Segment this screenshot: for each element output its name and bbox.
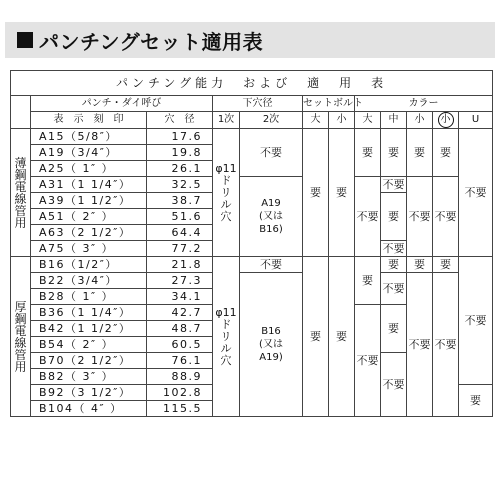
header-color: カラー: [355, 96, 493, 112]
color-medium-thick-4: 不要: [381, 353, 407, 417]
header-color-medium: 中: [381, 112, 407, 129]
table-row-hole: 19.8: [147, 145, 213, 161]
table-row-code: B70（2 1/2″）: [31, 353, 147, 369]
table-row-code: A39（1 1/2″）: [31, 193, 147, 209]
second-fuyo-thick: 不要: [240, 257, 303, 273]
table-row-hole: 27.3: [147, 273, 213, 289]
color-circled-thin-1: 要: [433, 129, 459, 177]
table-row-hole: 17.6: [147, 129, 213, 145]
table-row-code: A25（ 1″ ）: [31, 161, 147, 177]
color-medium-thin-4: 不要: [382, 241, 405, 255]
header-display: 表 示 刻 印: [31, 112, 147, 129]
bolt-small-thin: 要: [329, 129, 355, 257]
table-row-hole: 26.1: [147, 161, 213, 177]
second-a19: A19 (又は B16): [240, 177, 303, 257]
header-color-circled-small: 小: [433, 112, 459, 129]
header-setbolt: セットボルト: [303, 96, 355, 112]
table-row-hole: 21.8: [147, 257, 213, 273]
color-large-thin-2: 不要: [355, 177, 381, 257]
table-row-code: A75（ 3″ ）: [31, 241, 147, 257]
table-row-hole: 76.1: [147, 353, 213, 369]
header-bolt-small: 小: [329, 112, 355, 129]
table-row-code: B104（ 4″ ）: [31, 401, 147, 417]
header-color-u: U: [459, 112, 493, 129]
category-thick: 厚 鋼 電 線 管 用: [11, 257, 31, 417]
header-punch-die: パンチ・ダイ呼び: [31, 96, 213, 112]
header-color-large: 大: [355, 112, 381, 129]
table-row-code: A15（5/8″）: [31, 129, 147, 145]
color-small-thin-2: 不要: [407, 177, 433, 257]
table-title: パンチング能力 および 適 用 表: [11, 71, 493, 96]
drill-thick: φ11 ド リ ル 穴: [213, 257, 240, 417]
table-row-hole: 51.6: [147, 209, 213, 225]
color-circled-thin-2: 不要: [433, 177, 459, 257]
header-shita: 下穴径: [213, 96, 303, 112]
table-row-hole: 38.7: [147, 193, 213, 209]
table-row-hole: 32.5: [147, 177, 213, 193]
table-row-code: B82（ 3″ ）: [31, 369, 147, 385]
color-large-thick-2: 不要: [355, 305, 381, 417]
drill-thin: φ11 ド リ ル 穴: [213, 129, 240, 257]
color-small-thick-2: 不要: [407, 273, 433, 417]
table-row-code: B36（1 1/4″）: [31, 305, 147, 321]
color-medium-thick-3: 要: [381, 305, 407, 353]
color-medium-thin-1: 要: [381, 129, 407, 177]
table-row-hole: 48.7: [147, 321, 213, 337]
table-row-code: B42（1 1/2″）: [31, 321, 147, 337]
bolt-large-thick: 要: [303, 257, 329, 417]
header-bar: [5, 22, 495, 58]
table-row-code: B92（3 1/2″）: [31, 385, 147, 401]
second-b16: B16 (又は A19): [240, 273, 303, 417]
color-small-thick-1: 要: [407, 257, 433, 273]
color-small-thin-1: 要: [407, 129, 433, 177]
table-row-hole: 88.9: [147, 369, 213, 385]
page-title: パンチングセット適用表: [39, 29, 264, 54]
table-row-hole: 77.2: [147, 241, 213, 257]
color-circled-thick-1: 要: [433, 257, 459, 273]
color-medium-thick-1: 要: [381, 257, 407, 273]
table-row-code: A31（1 1/4″）: [31, 177, 147, 193]
bolt-small-thick: 要: [329, 257, 355, 417]
header-bullet-icon: [17, 32, 33, 48]
table-row-code: A19（3/4″）: [31, 145, 147, 161]
table-row-hole: 102.8: [147, 385, 213, 401]
table-row-hole: 42.7: [147, 305, 213, 321]
second-fuyo-thin: 不要: [240, 129, 303, 177]
table-row-code: A63（2 1/2″）: [31, 225, 147, 241]
color-medium-thick-2: 不要: [381, 273, 407, 305]
table-row-hole: 34.1: [147, 289, 213, 305]
color-u-thick-1: 不要: [459, 257, 493, 385]
table-row-code: B28（ 1″ ）: [31, 289, 147, 305]
color-medium-thin-3: 要: [381, 193, 407, 241]
header-corner: [11, 96, 31, 129]
punching-table: [10, 70, 493, 417]
table-row-code: A51（ 2″ ）: [31, 209, 147, 225]
header-first: 1次: [213, 112, 240, 129]
bolt-large-thin: 要: [303, 129, 329, 257]
table-row-hole: 64.4: [147, 225, 213, 241]
color-medium-thin-2: 不要: [382, 177, 405, 191]
header-color-small: 小: [407, 112, 433, 129]
color-circled-thick-2: 不要: [433, 273, 459, 417]
table-row-hole: 60.5: [147, 337, 213, 353]
header-hole: 穴 径: [147, 112, 213, 129]
color-large-thin-1: 要: [355, 129, 381, 177]
header-second: 2次: [240, 112, 303, 129]
category-thin: 薄 鋼 電 線 管 用: [11, 129, 31, 257]
color-u-thick-2: 要: [459, 385, 493, 417]
table-row-code: B22（3/4″）: [31, 273, 147, 289]
color-u-thin: 不要: [459, 129, 493, 257]
header-bolt-large: 大: [303, 112, 329, 129]
table-row-code: B16（1/2″）: [31, 257, 147, 273]
table-row-hole: 115.5: [147, 401, 213, 417]
color-large-thick-1: 要: [355, 257, 381, 305]
table-row-code: B54（ 2″ ）: [31, 337, 147, 353]
